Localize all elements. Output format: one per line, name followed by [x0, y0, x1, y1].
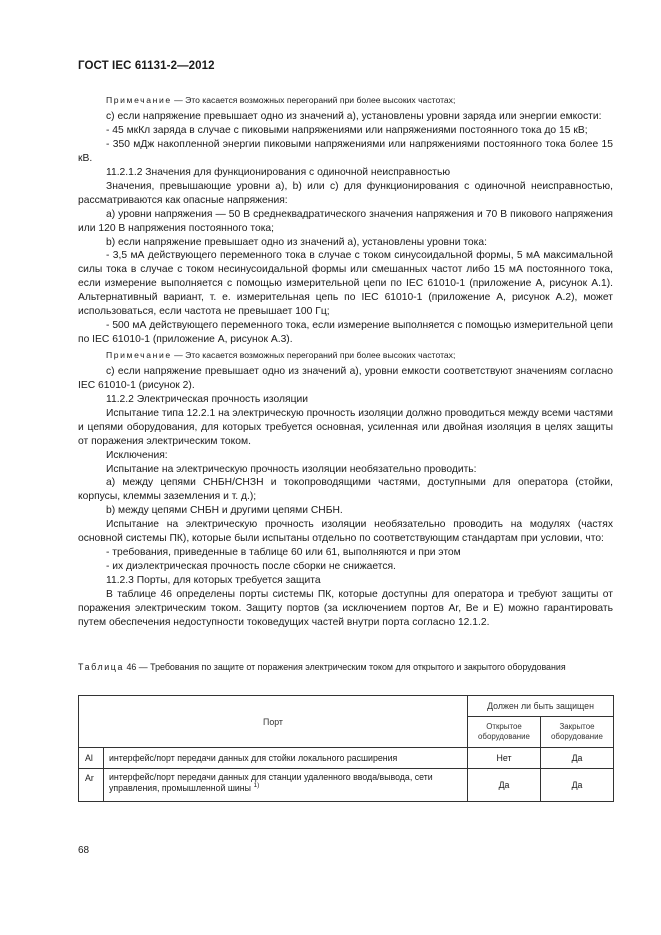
- paragraph: Исключения:: [106, 449, 168, 461]
- header-group: Должен ли быть защищен: [468, 696, 614, 717]
- section-heading-11-2-1-2: 11.2.1.2 Значения для функционирования с одиночной неисправностью: [106, 167, 451, 179]
- table-caption: [78, 662, 613, 674]
- note-2: [78, 349, 613, 362]
- list-item: - их диэлектрическая прочность после сборки не снижается.: [106, 560, 396, 572]
- list-item: - требования, приведенные в таблице 60 или 61, выполняются и при этом: [106, 547, 461, 558]
- note-label: Примечание: [106, 349, 172, 360]
- open-value: Да: [468, 769, 541, 802]
- paragraph-a: а) уровни напряжения — 50 В среднеквадратического значения напряжения и 70 В пикового напряжения или 120 В напряжения постоянного тока;: [78, 208, 613, 234]
- list-item: - 45 мкКл заряда в случае с пиковыми напряжениями или напряжениями постоянного тока до 15 кВ;: [106, 125, 588, 137]
- header-open: Открытое оборудование: [468, 717, 541, 748]
- header-closed: Закрытое оборудование: [541, 717, 614, 748]
- closed-value: Да: [541, 769, 614, 802]
- note-1: [78, 94, 613, 107]
- list-item: - 3,5 мА действующего переменного тока в случае с током синусоидальной формы, 5 мА максимальной силы тока в случае с током несинусоидальной формы или смешанных частот либо 15 мА постоянного тока, если измерение выполняется с помощью измерительной цепи по IEC 61010-1 (приложение А, рисунок А.1). Альтернативный вариант, т. е. измерительная цепь по IEC 61010-1 (приложение А, рисунок А.2), может использоваться, если частота не превышает 100 Гц;: [78, 250, 613, 318]
- paragraph: В таблице 46 определены порты системы ПК, которые доступны для оператора и требуют защиты от поражения электрическим током. Защиту портов (за исключением портов Ar, Ве и Е) можно гарантировать путем обеспечения недоступности токоведущих частей внутри порта согласно 12.1.2.: [78, 588, 613, 628]
- port-description-text: интерфейс/порт передачи данных для станции удаленного ввода/вывода, сети управления, промышленной шины: [109, 772, 433, 793]
- page-number: 68: [78, 845, 90, 856]
- paragraph: Испытание типа 12.2.1 на электрическую прочность изоляции должно проводиться между всеми частями и цепями оборудования, для которых требуется основная, усиленная или двойная изоляция в целях защиты от поражения электрическим током.: [78, 407, 613, 447]
- note-label: Примечание: [106, 95, 172, 105]
- port-code: Ar: [79, 769, 104, 802]
- list-item: - 350 мДж накопленной энергии пиковыми напряжениями или напряжениями постоянного тока более 15 кВ.: [78, 139, 613, 165]
- table-row: [79, 769, 614, 802]
- footnote-ref: 1): [253, 782, 260, 789]
- closed-value: Да: [541, 748, 614, 769]
- paragraph: Испытание на электрическую прочность изоляции необязательно проводить на модулях (частях основной системы ПК), которые были испытаны отдельно по соответствующим стандартам при условии, что:: [78, 519, 613, 545]
- port-code: Al: [79, 748, 104, 769]
- port-description: [104, 769, 468, 802]
- caption-label: Таблица: [78, 662, 124, 672]
- section-heading-11-2-2: 11.2.2 Электрическая прочность изоляции: [106, 394, 308, 406]
- paragraph-c: c) если напряжение превышает одно из значений а), установлены уровни заряда или энергии емкости:: [106, 111, 602, 123]
- exception-a: а) между цепями СНБН/СНЗН и токопроводящими частями, доступными для оператора (стойки, корпусы, клеммы заземления и т. д.);: [78, 477, 613, 503]
- table-header-row: [79, 696, 614, 717]
- paragraph-b: b) если напряжение превышает одно из значений а), установлены уровни тока:: [106, 236, 487, 248]
- header-port: Порт: [79, 696, 468, 748]
- note-text: — Это касается возможных перегораний при более высоких частотах;: [171, 349, 456, 360]
- exception-b: b) между цепями СНБН и другими цепями СНБН.: [106, 505, 343, 517]
- open-value: Нет: [468, 748, 541, 769]
- section-heading-11-2-3: 11.2.3 Порты, для которых требуется защита: [106, 574, 321, 586]
- note-text: — Это касается возможных перегораний при более высоких частотах;: [171, 95, 456, 105]
- main-text: [78, 92, 613, 629]
- list-item: - 500 мА действующего переменного тока, если измерение выполняется с помощью измерительной цепи по IEC 61010-1 (приложение А, рисунок А.3).: [78, 320, 613, 345]
- port-description: интерфейс/порт передачи данных для стойки локального расширения: [104, 748, 468, 769]
- standard-header: ГОСТ IEC 61131-2—2012: [78, 60, 215, 72]
- paragraph: Значения, превышающие уровни а), b) или с) для функционирования с одиночной неисправностью, рассматриваются как опасные напряжения:: [78, 180, 613, 206]
- table-row: [79, 748, 614, 769]
- paragraph-c2: с) если напряжение превышает одно из значений а), уровни емкости соответствуют значениям согласно IEC 61010-1 (рисунок 2).: [78, 366, 613, 392]
- table-46: [78, 695, 614, 802]
- paragraph: Испытание на электрическую прочность изоляции необязательно проводить:: [106, 463, 477, 475]
- caption-text: 46 — Требования по защите от поражения электрическим током для открытого и закрытого оборудования: [124, 662, 566, 672]
